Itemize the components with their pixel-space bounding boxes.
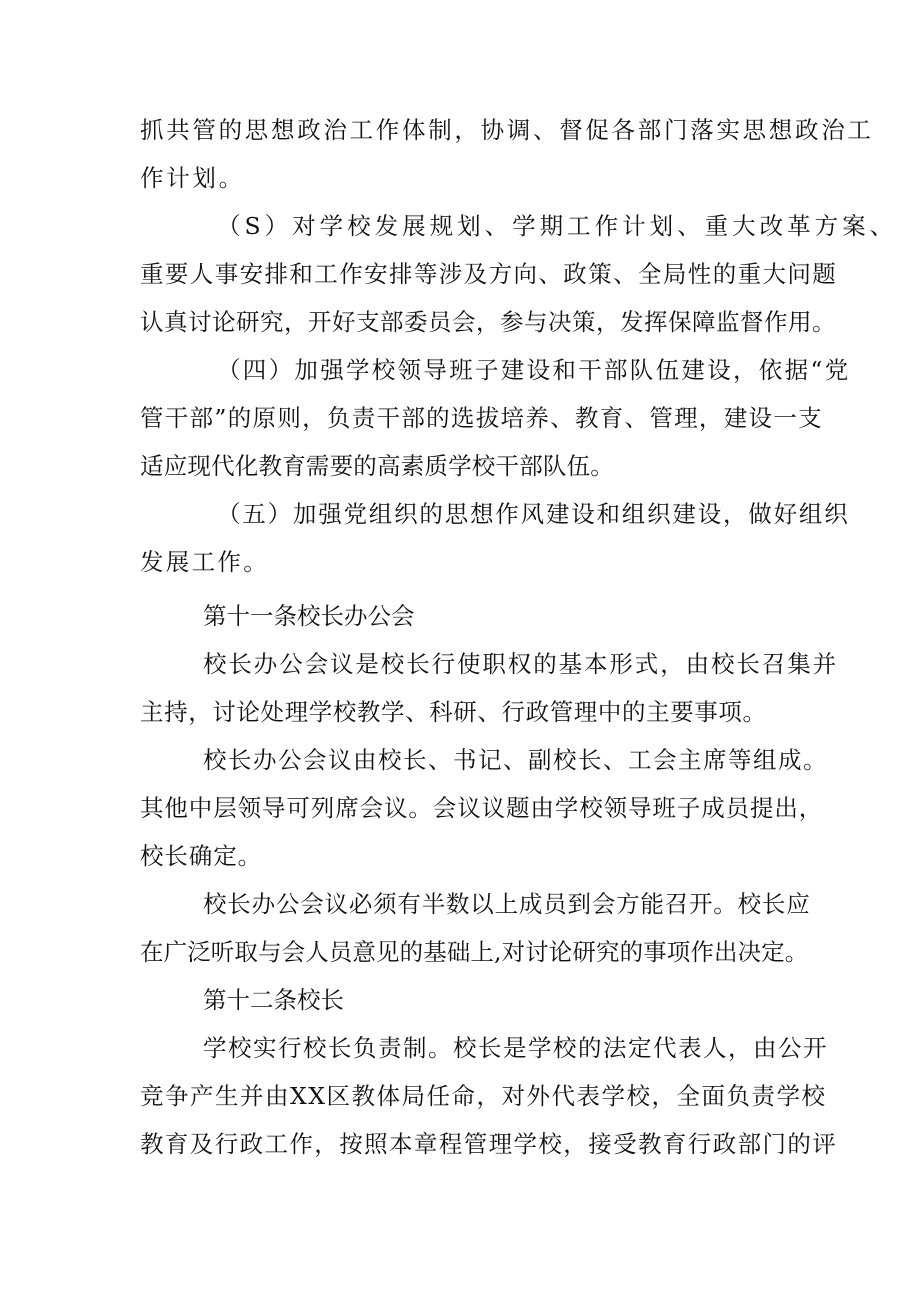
text-line	[0, 494, 920, 534]
line-text: 认真讨论研究，开好支部委员会，参与决策，发挥保障监督作用。	[140, 308, 836, 336]
line-text: 校长办公会议是校长行使职权的基本形式，由校长召集并	[203, 650, 838, 678]
line-text: 竞争产生并由XX区教体局任命，对外代表学校，全面负责学校	[140, 1082, 827, 1110]
text-line	[0, 302, 920, 342]
text-line	[0, 1076, 920, 1116]
line-text: 发展工作。	[140, 548, 269, 576]
section-heading: 第十二条校长	[203, 986, 344, 1014]
line-text: 抓共管的思想政治工作体制，协调、督促各部门落实思想政治工	[140, 116, 874, 144]
text-line	[0, 596, 920, 636]
line-text: 作计划。	[140, 164, 245, 192]
text-line	[0, 884, 920, 924]
line-text: 其他中层领导可列席会议。会议议题由学校领导班子成员提出，	[140, 794, 824, 822]
line-text: 校长办公会议必须有半数以上成员到会方能召开。校长应	[203, 890, 811, 918]
line-text: 重要人事安排和工作安排等涉及方向、政策、全局性的重大问题	[140, 260, 838, 288]
text-line	[0, 644, 920, 684]
text-line	[0, 788, 920, 828]
text-line	[0, 350, 920, 390]
text-line	[0, 110, 920, 150]
line-text: （五）加强党组织的思想作风建设和组织建设，做好组织	[217, 500, 850, 528]
text-line	[0, 206, 920, 246]
text-line	[0, 836, 920, 876]
line-text: 在广泛听取与会人员意见的基础上,对讨论研究的事项作出决定。	[140, 938, 809, 966]
line-text: 主持，讨论处理学校教学、科研、行政管理中的主要事项。	[140, 698, 767, 726]
text-line	[0, 158, 920, 198]
text-line	[0, 1028, 920, 1068]
text-line	[0, 254, 920, 294]
text-line	[0, 740, 920, 780]
line-text: （四）加强学校领导班子建设和干部队伍建设，依据“党	[217, 356, 851, 384]
text-line	[0, 398, 920, 438]
line-text: 校长确定。	[140, 842, 262, 870]
section-heading: 第十一条校长办公会	[203, 602, 415, 630]
line-text: 管干部”的原则，负责干部的选拔培养、教育、管理，建设一支	[140, 404, 823, 432]
text-line	[0, 542, 920, 582]
text-line	[0, 692, 920, 732]
text-line	[0, 446, 920, 486]
line-text: （S）对学校发展规划、学期工作计划、重大改革方案、	[217, 212, 898, 240]
text-line	[0, 1124, 920, 1164]
line-text: 学校实行校长负责制。校长是学校的法定代表人，由公开	[203, 1034, 828, 1062]
line-text: 校长办公会议由校长、书记、副校长、工会主席等组成。	[203, 746, 828, 774]
text-line	[0, 932, 920, 972]
line-text: 适应现代化教育需要的高素质学校干部队伍。	[140, 452, 614, 480]
line-text: 教育及行政工作，按照本章程管理学校，接受教育行政部门的评	[140, 1130, 838, 1158]
text-line	[0, 980, 920, 1020]
